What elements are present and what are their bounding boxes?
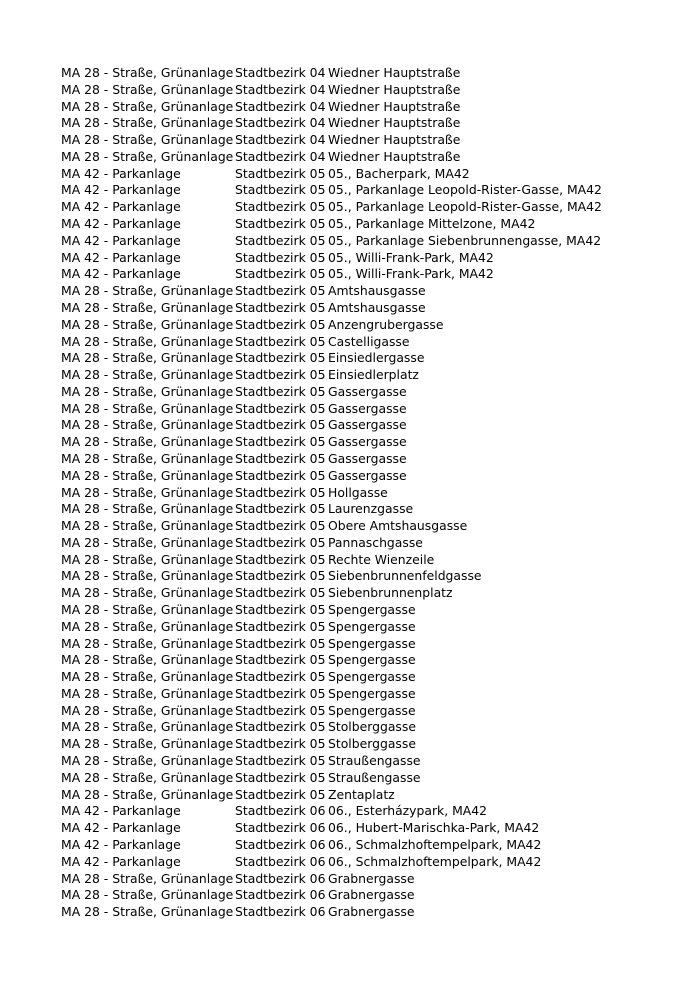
department-cell: MA 28 - Straße, Grünanlage [61,501,234,517]
department-cell: MA 28 - Straße, Grünanlage [61,702,234,718]
district-cell: Stadtbezirk 05 [235,602,326,617]
department-cell: MA 28 - Straße, Grünanlage [61,736,234,752]
table-row [61,636,628,653]
department-cell: MA 28 - Straße, Grünanlage [61,685,234,701]
district-cell: Stadtbezirk 05 [235,467,326,483]
location-cell: Wiedner Hauptstraße [328,115,461,131]
department-cell: MA 28 - Straße, Grünanlage [61,132,234,148]
department-cell: MA 42 - Parkanlage [61,165,181,181]
district-cell: Stadtbezirk 04 [235,115,326,131]
location-cell: Grabnergasse [328,887,415,903]
location-cell: Einsiedlergasse [328,350,425,366]
location-cell: Spengergasse [328,618,416,634]
district-cell: Stadtbezirk 05 [235,232,326,248]
department-cell: MA 28 - Straße, Grünanlage [61,887,234,903]
district-cell: Stadtbezirk 05 [235,501,326,517]
department-cell: MA 28 - Straße, Grünanlage [61,316,234,332]
table-row [61,736,628,753]
department-cell: MA 28 - Straße, Grünanlage [61,534,234,550]
table-row [61,182,628,199]
district-cell: Stadtbezirk 05 [235,165,326,181]
table-row [61,552,628,569]
district-cell: Stadtbezirk 05 [235,786,326,802]
district-cell: Stadtbezirk 05 [235,417,326,433]
table-row [61,216,628,233]
table-row [61,652,628,669]
department-cell: MA 28 - Straße, Grünanlage [61,283,234,299]
district-cell: Stadtbezirk 05 [235,434,326,450]
district-cell: Stadtbezirk 04 [235,98,326,114]
department-cell: MA 42 - Parkanlage [61,266,181,282]
table-row [61,132,628,149]
department-cell: MA 28 - Straße, Grünanlage [61,98,234,114]
department-cell: MA 28 - Straße, Grünanlage [61,400,234,416]
location-cell: Spengergasse [328,602,416,617]
district-cell: Stadtbezirk 06 [235,803,326,819]
department-cell: MA 28 - Straße, Grünanlage [61,434,234,450]
location-cell: Zentaplatz [328,786,395,802]
department-cell: MA 28 - Straße, Grünanlage [61,518,234,534]
table-row [61,568,628,585]
table-row [61,770,628,787]
district-cell: Stadtbezirk 06 [235,887,326,903]
table-row [61,417,628,434]
location-cell: Gassergasse [328,434,407,450]
table-row [61,266,628,283]
table-row [61,283,628,300]
department-cell: MA 28 - Straße, Grünanlage [61,635,234,651]
location-cell: Gassergasse [328,450,407,466]
location-cell: Spengergasse [328,669,416,685]
department-cell: MA 28 - Straße, Grünanlage [61,65,234,80]
department-cell: MA 42 - Parkanlage [61,199,181,215]
department-cell: MA 28 - Straße, Grünanlage [61,350,234,366]
department-cell: MA 28 - Straße, Grünanlage [61,551,234,567]
district-cell: Stadtbezirk 05 [235,283,326,299]
district-cell: Stadtbezirk 05 [235,266,326,282]
department-cell: MA 42 - Parkanlage [61,182,181,198]
data-table-body [61,65,628,921]
table-row [61,871,628,888]
district-cell: Stadtbezirk 04 [235,148,326,164]
department-cell: MA 28 - Straße, Grünanlage [61,299,234,315]
department-cell: MA 28 - Straße, Grünanlage [61,417,234,433]
table-row [61,887,628,904]
table-row [61,837,628,854]
department-cell: MA 42 - Parkanlage [61,216,181,232]
department-cell: MA 28 - Straße, Grünanlage [61,383,234,399]
department-cell: MA 28 - Straße, Grünanlage [61,786,234,802]
table-row [61,115,628,132]
table-row [61,233,628,250]
department-cell: MA 42 - Parkanlage [61,249,181,265]
table-row [61,854,628,871]
district-cell: Stadtbezirk 05 [235,769,326,785]
district-cell: Stadtbezirk 05 [235,484,326,500]
district-cell: Stadtbezirk 05 [235,618,326,634]
department-cell: MA 28 - Straße, Grünanlage [61,618,234,634]
department-cell: MA 28 - Straße, Grünanlage [61,652,234,668]
department-cell: MA 28 - Straße, Grünanlage [61,585,234,601]
department-cell: MA 28 - Straße, Grünanlage [61,870,234,886]
department-cell: MA 28 - Straße, Grünanlage [61,602,234,617]
district-cell: Stadtbezirk 05 [235,753,326,769]
location-cell: Grabnergasse [328,904,415,920]
district-cell: Stadtbezirk 05 [235,316,326,332]
department-cell: MA 28 - Straße, Grünanlage [61,753,234,769]
department-cell: MA 42 - Parkanlage [61,836,181,852]
location-cell: 06., Hubert-Marischka-Park, MA42 [328,820,540,836]
district-cell: Stadtbezirk 05 [235,216,326,232]
location-cell: 05., Parkanlage Leopold-Rister-Gasse, MA42 [328,199,602,215]
table-row [61,334,628,351]
district-cell: Stadtbezirk 05 [235,568,326,584]
location-cell: 05., Parkanlage Leopold-Rister-Gasse, MA42 [328,182,602,198]
location-cell: Siebenbrunnenfeldgasse [328,568,482,584]
location-cell: 06., Esterházypark, MA42 [328,803,488,819]
location-cell: Gassergasse [328,467,407,483]
location-cell: Rechte Wienzeile [328,551,435,567]
district-cell: Stadtbezirk 05 [235,719,326,735]
table-row [61,803,628,820]
district-cell: Stadtbezirk 04 [235,132,326,148]
location-cell: Siebenbrunnenplatz [328,585,453,601]
location-cell: Amtshausgasse [328,299,426,315]
location-cell: Gassergasse [328,400,407,416]
department-cell: MA 42 - Parkanlage [61,803,181,819]
district-cell: Stadtbezirk 06 [235,904,326,920]
department-cell: MA 28 - Straße, Grünanlage [61,115,234,131]
location-cell: Anzengrubergasse [328,316,444,332]
table-row [61,300,628,317]
district-cell: Stadtbezirk 06 [235,820,326,836]
department-cell: MA 28 - Straße, Grünanlage [61,148,234,164]
district-cell: Stadtbezirk 05 [235,585,326,601]
district-cell: Stadtbezirk 06 [235,870,326,886]
district-cell: Stadtbezirk 04 [235,81,326,97]
district-cell: Stadtbezirk 05 [235,182,326,198]
location-cell: Straußengasse [328,753,421,769]
location-cell: Stolberggasse [328,719,416,735]
district-cell: Stadtbezirk 05 [235,652,326,668]
location-cell: Gassergasse [328,383,407,399]
district-cell: Stadtbezirk 05 [235,669,326,685]
location-cell: Stolberggasse [328,736,416,752]
location-cell: 06., Schmalzhoftempelpark, MA42 [328,836,542,852]
district-cell: Stadtbezirk 06 [235,836,326,852]
location-cell: 05., Willi-Frank-Park, MA42 [328,249,494,265]
department-cell: MA 42 - Parkanlage [61,232,181,248]
location-cell: Spengergasse [328,635,416,651]
district-cell: Stadtbezirk 05 [235,249,326,265]
department-cell: MA 28 - Straße, Grünanlage [61,484,234,500]
district-cell: Stadtbezirk 05 [235,333,326,349]
location-cell: 05., Willi-Frank-Park, MA42 [328,266,494,282]
table-row [61,602,628,619]
location-cell: Spengergasse [328,652,416,668]
table-row [61,166,628,183]
location-cell: Einsiedlerplatz [328,367,419,383]
district-cell: Stadtbezirk 05 [235,551,326,567]
table-row [61,451,628,468]
table-row [61,535,628,552]
location-cell: Wiedner Hauptstraße [328,148,461,164]
table-row [61,401,628,418]
district-cell: Stadtbezirk 05 [235,518,326,534]
table-row [61,199,628,216]
district-cell: Stadtbezirk 05 [235,736,326,752]
table-row [61,317,628,334]
table-row [61,669,628,686]
district-cell: Stadtbezirk 05 [235,534,326,550]
district-cell: Stadtbezirk 05 [235,383,326,399]
location-cell: Wiedner Hauptstraße [328,132,461,148]
table-row [61,518,628,535]
table-row [61,820,628,837]
department-cell: MA 28 - Straße, Grünanlage [61,467,234,483]
table-row [61,149,628,166]
location-cell: Amtshausgasse [328,283,426,299]
table-row [61,753,628,770]
location-cell: Wiedner Hauptstraße [328,98,461,114]
department-cell: MA 42 - Parkanlage [61,820,181,836]
table-row [61,501,628,518]
department-cell: MA 28 - Straße, Grünanlage [61,769,234,785]
table-row [61,585,628,602]
table-row [61,787,628,804]
table-row [61,904,628,921]
table-row [61,367,628,384]
table-row [61,703,628,720]
district-cell: Stadtbezirk 05 [235,685,326,701]
table-row [61,485,628,502]
location-cell: Hollgasse [328,484,388,500]
department-cell: MA 28 - Straße, Grünanlage [61,568,234,584]
table-row [61,468,628,485]
table-row [61,384,628,401]
district-cell: Stadtbezirk 05 [235,635,326,651]
table-row [61,686,628,703]
table-row [61,250,628,267]
district-cell: Stadtbezirk 05 [235,702,326,718]
district-cell: Stadtbezirk 05 [235,299,326,315]
department-cell: MA 28 - Straße, Grünanlage [61,669,234,685]
table-row [61,719,628,736]
department-cell: MA 28 - Straße, Grünanlage [61,719,234,735]
location-cell: Grabnergasse [328,870,415,886]
location-cell: Spengergasse [328,702,416,718]
table-row [61,350,628,367]
location-cell: Laurenzgasse [328,501,414,517]
location-cell: Castelligasse [328,333,410,349]
location-cell: 05., Parkanlage Mittelzone, MA42 [328,216,536,232]
district-cell: Stadtbezirk 05 [235,367,326,383]
district-cell: Stadtbezirk 06 [235,853,326,869]
location-cell: 05., Parkanlage Siebenbrunnengasse, MA42 [328,232,602,248]
location-cell: Pannaschgasse [328,534,423,550]
district-cell: Stadtbezirk 05 [235,199,326,215]
table-row [61,82,628,99]
table-row [61,619,628,636]
location-cell: Gassergasse [328,417,407,433]
department-cell: MA 28 - Straße, Grünanlage [61,333,234,349]
district-cell: Stadtbezirk 05 [235,450,326,466]
district-cell: Stadtbezirk 04 [235,65,326,80]
location-cell: Obere Amtshausgasse [328,518,468,534]
department-cell: MA 28 - Straße, Grünanlage [61,367,234,383]
department-cell: MA 42 - Parkanlage [61,853,181,869]
department-cell: MA 28 - Straße, Grünanlage [61,450,234,466]
table-row [61,434,628,451]
district-cell: Stadtbezirk 05 [235,350,326,366]
department-cell: MA 28 - Straße, Grünanlage [61,81,234,97]
location-cell: Wiedner Hauptstraße [328,81,461,97]
location-cell: Spengergasse [328,685,416,701]
district-cell: Stadtbezirk 05 [235,400,326,416]
table-row [61,65,628,82]
data-table [61,65,628,921]
department-cell: MA 28 - Straße, Grünanlage [61,904,234,920]
location-cell: Wiedner Hauptstraße [328,65,461,80]
location-cell: 05., Bacherpark, MA42 [328,165,470,181]
table-row [61,99,628,116]
location-cell: Straußengasse [328,769,421,785]
location-cell: 06., Schmalzhoftempelpark, MA42 [328,853,542,869]
